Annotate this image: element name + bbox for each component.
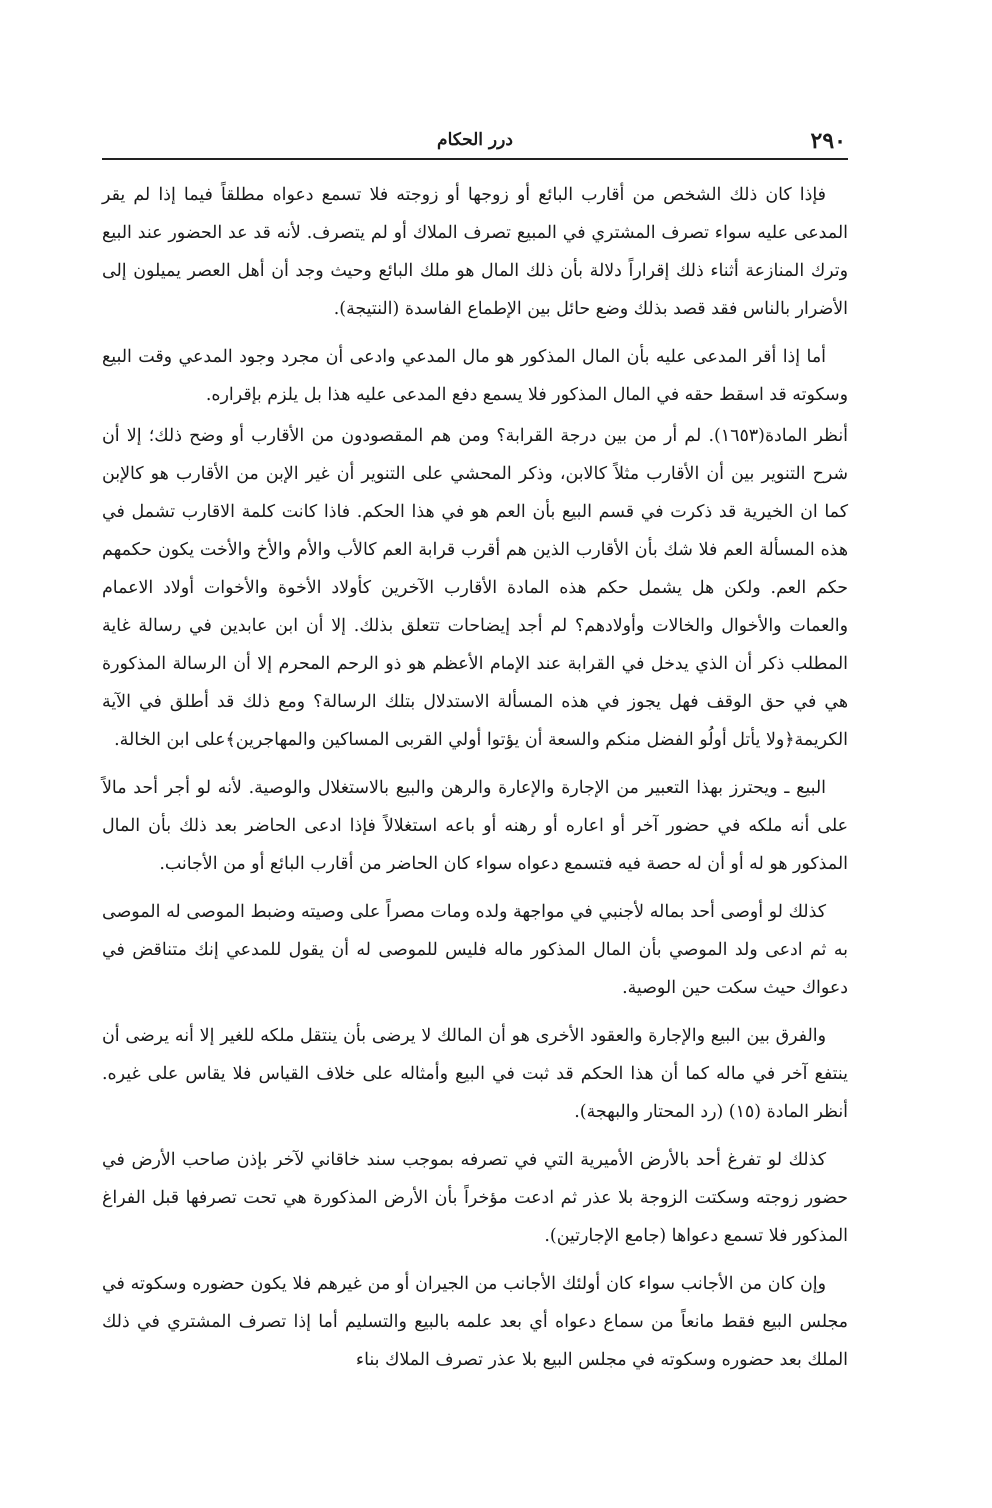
paragraph: وإن كان من الأجانب سواء كان أولئك الأجانب من الجيران أو من غيرهم فلا يكون حضوره وسكوته في مجلس البيع فقط مانعاً من سماع دعواه أي بعد علمه بالبيع والتسليم أما إذا تصرف المشتري في ذلك الملك بعد حضوره وسكوته في مجلس البيع بلا عذر تصرف الملاك بناء bbox=[102, 1274, 848, 1370]
running-title: درر الحكام bbox=[437, 130, 513, 150]
paragraph: كذلك لو أوصى أحد بماله لأجنبي في مواجهة ولده ومات مصراً على وصيته وضبط الموصى له الموصى به ثم ادعى ولد الموصي بأن المال المذكور ماله فليس للموصى له أن يقول للمدعي إنك متناقض في دعواك حيث سكت حين الوصية. bbox=[102, 902, 848, 998]
paragraph: البيع ـ ويحترز بهذا التعبير من الإجارة والإعارة والرهن والبيع بالاستغلال والوصية. لأنه لو أجر أحد مالاً على أنه ملكه في حضور آخر أو اعاره أو رهنه أو باعه استغلالاً فإذا ادعى الحاضر بعد ذلك بأن المال المذكور هو له أو أن له حصة فيه فتسمع دعواه سواء كان الحاضر من أقارب البائع أو من الأجانب. bbox=[102, 778, 848, 874]
paragraph: فإذا كان ذلك الشخص من أقارب البائع أو زوجها أو زوجته فلا تسمع دعواه مطلقاً فيما إذا لم يقر المدعى عليه سواء تصرف المشتري في المبيع تصرف الملاك أو لم يتصرف. لأنه قد عد الحضور عند البيع وترك المنازعة أثناء ذلك إقراراً دلالة بأن ذلك المال هو ملك البائع وحيث وجد أن أهل العصر يميلون إلى الأضرار بالناس فقد قصد بذلك وضع حائل بين الإطماع الفاسدة (النتيجة). bbox=[102, 185, 848, 319]
page-header bbox=[102, 128, 848, 160]
paragraph: كذلك لو تفرغ أحد بالأرض الأميرية التي في تصرفه بموجب سند خاقاني لآخر بإذن صاحب الأرض في حضور زوجته وسكتت الزوجة بلا عذر ثم ادعت مؤخراً بأن الأرض المذكورة هي تحت تصرفها قبل الفراغ المذكور فلا تسمع دعواها (جامع الإجارتين). bbox=[102, 1150, 848, 1246]
paragraph: أنظر المادة(١٦٥٣). لم أر من بين درجة القرابة؟ ومن هم المقصودون من الأقارب أو وضح ذلك؛ إلا أن شرح التنوير بين أن الأقارب مثلاً كالابن، وذكر المحشي على التنوير أن غير الإبن من الأقارب هو كالإبن كما ان الخيرية قد ذكرت في قسم البيع بأن العم هو في هذا الحكم. فاذا كانت كلمة الاقارب تشمل في هذه المسألة العم فلا شك بأن الأقارب الذين هم أقرب قرابة العم كالأب والأم والأخ والأخت يكون حكمهم حكم العم. ولكن هل يشمل حكم هذه المادة الأقارب الآخرين كأولاد الأخوة والأخوات أولاد الاعمام والعمات والأخوال والخالات وأولادهم؟ لم أجد إيضاحات تتعلق بذلك. إلا أن ابن عابدين في رسالة غاية المطلب ذكر أن الذي يدخل في القرابة عند الإمام الأعظم هو ذو الرحم المحرم إلا أن الرسالة المذكورة هي في حق الوقف فهل يجوز في هذه المسألة الاستدلال بتلك الرسالة؟ ومع ذلك قد أطلق في الآية الكريمة﴿ولا يأتل أولُو الفضل منكم والسعة أن يؤتوا أولي القربى المساكين والمهاجرين﴾على ابن الخالة. bbox=[102, 426, 848, 750]
page-number: ٢٩٠ bbox=[810, 128, 846, 154]
paragraph: والفرق بين البيع والإجارة والعقود الأخرى هو أن المالك لا يرضى بأن ينتقل ملكه للغير إلا أنه يرضى أن ينتفع آخر في ماله كما أن هذا الحكم قد ثبت في البيع وأمثاله على خلاف القياس فلا يقاس على غيره. أنظر المادة (١٥) (رد المحتار والبهجة). bbox=[102, 1026, 848, 1122]
document-page bbox=[102, 128, 848, 1382]
paragraph: أما إذا أقر المدعى عليه بأن المال المذكور هو مال المدعي وادعى أن مجرد وجود المدعي وقت البيع وسكوته قد اسقط حقه في المال المذكور فلا يسمع دفع المدعى عليه هذا بل يلزم بإقراره. bbox=[102, 347, 848, 405]
body-text bbox=[102, 176, 848, 1379]
